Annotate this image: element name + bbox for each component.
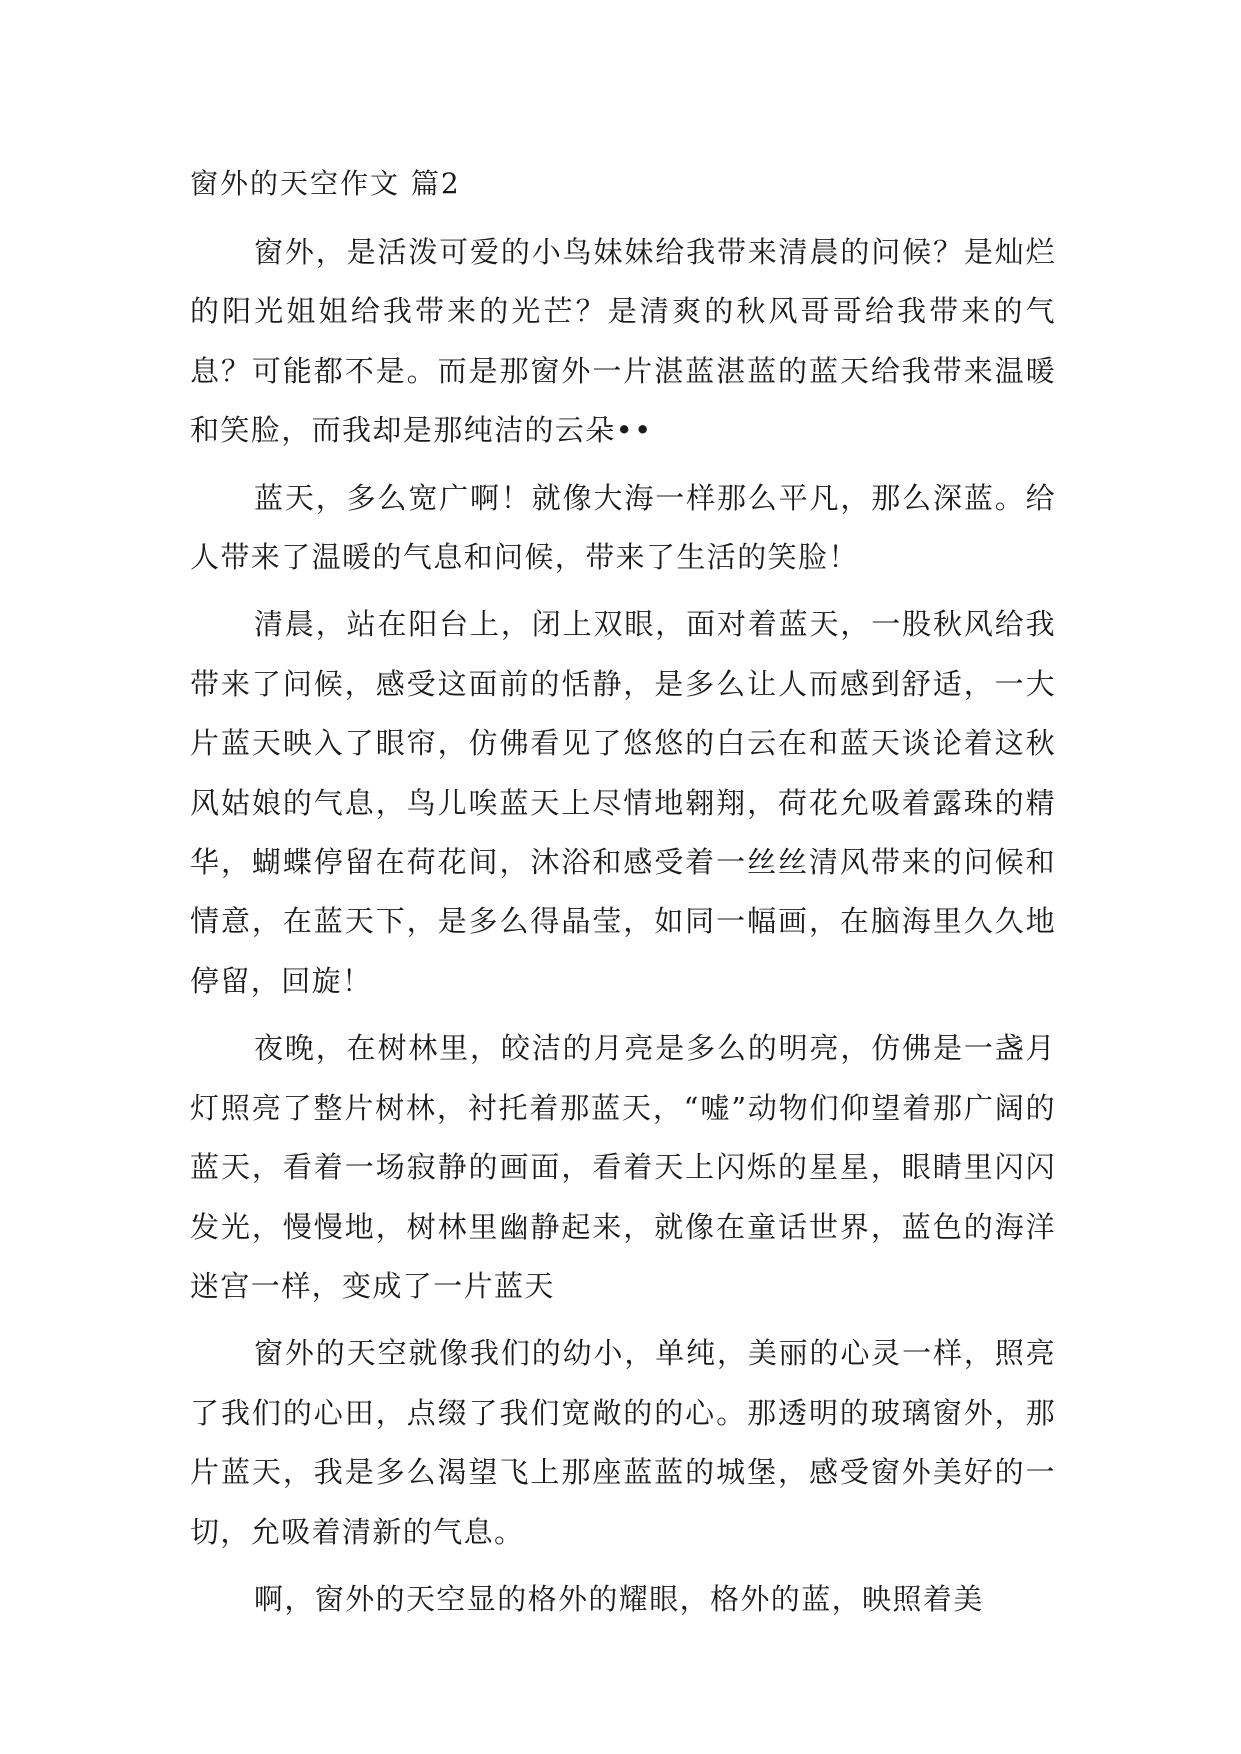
paragraph: 窗外，是活泼可爱的小鸟妹妹给我带来清晨的问候？是灿烂的阳光姐姐给我带来的光芒？是清爽的秋风哥哥给我带来的气息？可能都不是。而是那窗外一片湛蓝湛蓝的蓝天给我带来温暖和笑脸，而我却是那纯洁的云朵•• — [190, 235, 1056, 448]
paragraph: 夜晚，在树林里，皎洁的月亮是多么的明亮，仿佛是一盏月灯照亮了整片树林，衬托着那蓝天，“嘘”动物们仰望着那广阔的蓝天，看着一场寂静的画面，看着天上闪烁的星星，眼睛里闪闪发光，慢慢地，树林里幽静起来，就像在童话世界，蓝色的海洋迷宫一样，变成了一片蓝天 — [190, 1031, 1056, 1303]
document-title: 窗外的天空作文 篇2 — [190, 167, 461, 200]
document-body — [190, 162, 1056, 1637]
paragraph: 窗外的天空就像我们的幼小，单纯，美丽的心灵一样，照亮了我们的心田，点缀了我们宽敞的的心。那透明的玻璃窗外，那片蓝天，我是多么渴望飞上那座蓝蓝的城堡，感受窗外美好的一切，允吸着清新的气息。 — [190, 1336, 1056, 1549]
paragraph: 啊，窗外的天空显的格外的耀眼，格外的蓝，映照着美 — [254, 1581, 984, 1616]
paragraph: 清晨，站在阳台上，闭上双眼，面对着蓝天，一股秋风给我带来了问候，感受这面前的恬静，是多么让人而感到舒适，一大片蓝天映入了眼帘，仿佛看见了悠悠的白云在和蓝天谈论着这秋风姑娘的气息，鸟儿唉蓝天上尽情地翱翔，荷花允吸着露珠的精华，蝴蝶停留在荷花间，沐浴和感受着一丝丝清风带来的问候和情意，在蓝天下，是多么得晶莹，如同一幅画，在脑海里久久地停留，回旋！ — [190, 607, 1056, 998]
paragraph: 蓝天，多么宽广啊！就像大海一样那么平凡，那么深蓝。给人带来了温暖的气息和问候，带来了生活的笑脸！ — [190, 480, 1056, 575]
